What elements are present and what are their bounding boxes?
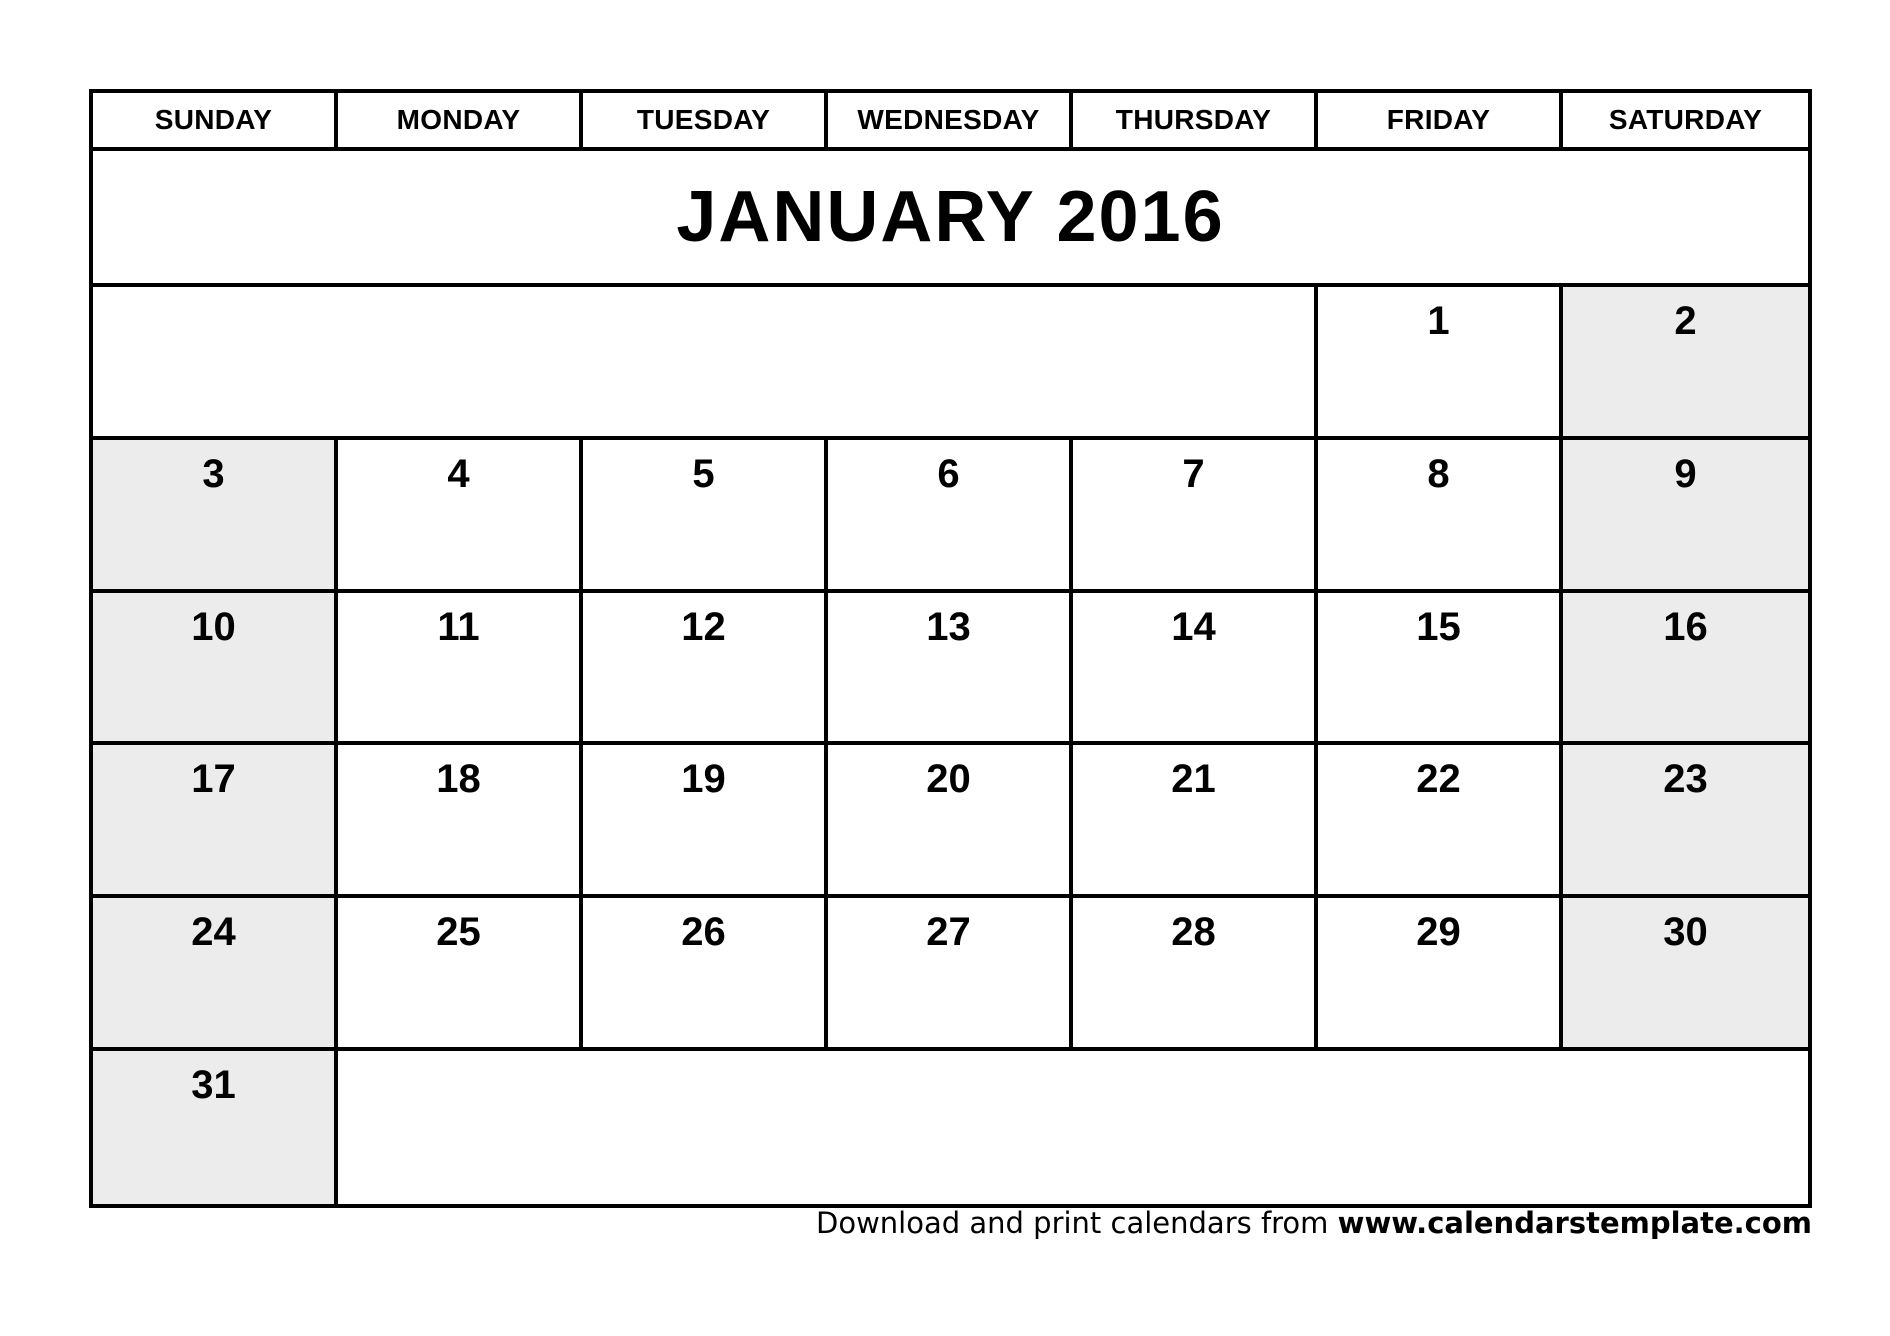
day-cell: 19 bbox=[583, 745, 828, 898]
weekday-wednesday: WEDNESDAY bbox=[828, 93, 1073, 151]
weekday-saturday: SATURDAY bbox=[1563, 93, 1808, 151]
day-cell: 2 bbox=[1563, 287, 1808, 440]
weekday-monday: MONDAY bbox=[338, 93, 583, 151]
day-cell: 16 bbox=[1563, 593, 1808, 746]
footer-credit bbox=[816, 1206, 1812, 1240]
day-cell: 25 bbox=[338, 898, 583, 1051]
day-cell: 20 bbox=[828, 745, 1073, 898]
day-cell: 7 bbox=[1073, 440, 1318, 593]
day-cell: 3 bbox=[93, 440, 338, 593]
day-cell: 27 bbox=[828, 898, 1073, 1051]
day-cell: 8 bbox=[1318, 440, 1563, 593]
day-cell: 12 bbox=[583, 593, 828, 746]
day-cell: 9 bbox=[1563, 440, 1808, 593]
blank-days bbox=[93, 287, 1318, 440]
weekday-friday: FRIDAY bbox=[1318, 93, 1563, 151]
day-cell: 1 bbox=[1318, 287, 1563, 440]
day-cell: 6 bbox=[828, 440, 1073, 593]
month-title: JANUARY 2016 bbox=[93, 151, 1808, 287]
day-cell: 14 bbox=[1073, 593, 1318, 746]
day-cell: 26 bbox=[583, 898, 828, 1051]
day-cell: 13 bbox=[828, 593, 1073, 746]
calendar-grid bbox=[89, 89, 1812, 1208]
day-cell: 17 bbox=[93, 745, 338, 898]
day-cell: 4 bbox=[338, 440, 583, 593]
weekday-thursday: THURSDAY bbox=[1073, 93, 1318, 151]
day-cell: 30 bbox=[1563, 898, 1808, 1051]
weekday-sunday: SUNDAY bbox=[93, 93, 338, 151]
day-cell: 15 bbox=[1318, 593, 1563, 746]
footer-text: Download and print calendars from bbox=[816, 1206, 1329, 1240]
weekday-tuesday: TUESDAY bbox=[583, 93, 828, 151]
blank-days bbox=[338, 1051, 1808, 1204]
day-cell: 5 bbox=[583, 440, 828, 593]
day-cell: 24 bbox=[93, 898, 338, 1051]
day-cell: 31 bbox=[93, 1051, 338, 1204]
day-cell: 21 bbox=[1073, 745, 1318, 898]
day-cell: 23 bbox=[1563, 745, 1808, 898]
day-cell: 11 bbox=[338, 593, 583, 746]
footer-site-link[interactable]: www.calendarstemplate.com bbox=[1337, 1206, 1812, 1240]
day-cell: 28 bbox=[1073, 898, 1318, 1051]
day-cell: 10 bbox=[93, 593, 338, 746]
day-cell: 18 bbox=[338, 745, 583, 898]
day-cell: 22 bbox=[1318, 745, 1563, 898]
day-cell: 29 bbox=[1318, 898, 1563, 1051]
